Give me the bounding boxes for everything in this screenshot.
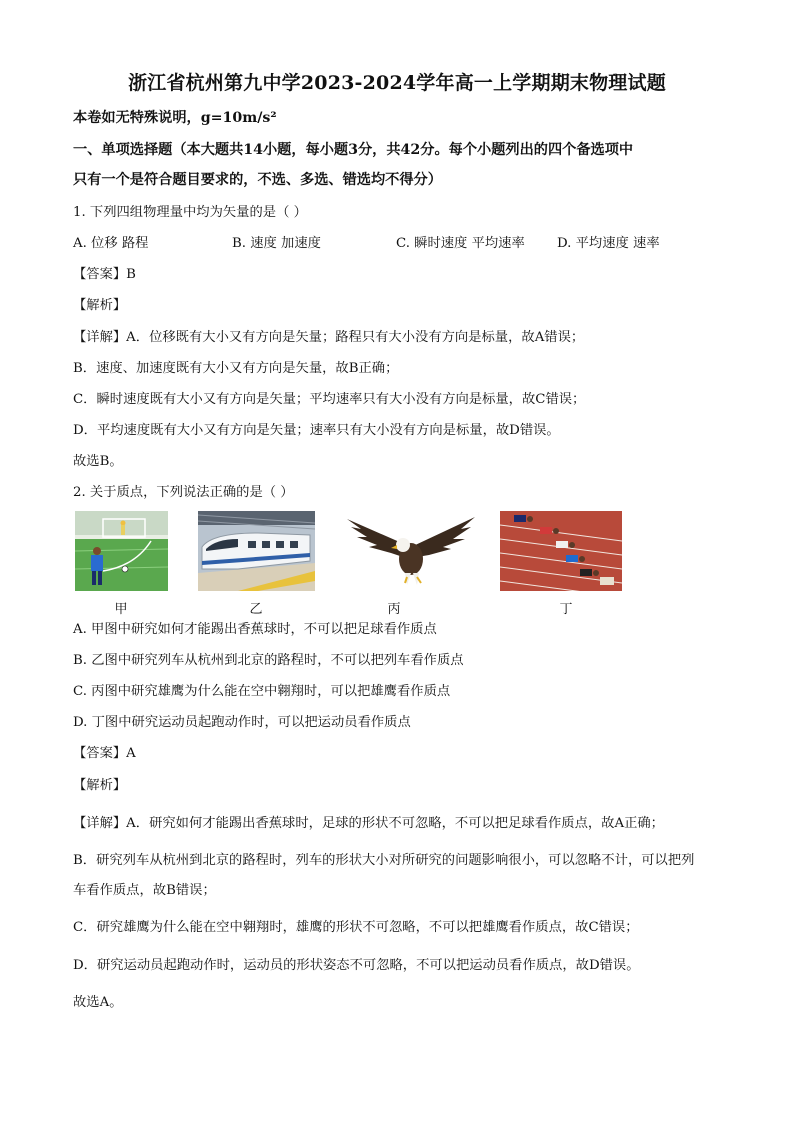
- q2-detail-3: 车看作质点，故B错误；: [73, 883, 216, 898]
- q1-option-a: A. 位移 路程: [73, 236, 149, 251]
- q2-detail-1: 【详解】A．研究如何才能踢出香蕉球时，足球的形状不可忽略，不可以把足球看作质点，故A正确；: [73, 816, 664, 831]
- figure-caption-ding: 丁: [559, 602, 573, 617]
- figure-caption-bing: 丙: [387, 602, 401, 617]
- q1-analysis-label: 【解析】: [73, 298, 127, 313]
- section-heading-line1: 一、单项选择题（本大题共14小题，每小题3分，共42分。每个小题列出的四个备选项中: [73, 142, 634, 158]
- q2-detail-2: B．研究列车从杭州到北京的路程时，列车的形状大小对所研究的问题影响很小，可以忽略不计，可以把列: [73, 853, 695, 868]
- eagle-figure: [347, 515, 475, 590]
- q1-detail-4: D．平均速度既有大小又有方向是矢量；速率只有大小没有方向是标量，故D错误。: [73, 423, 560, 438]
- q1-detail-2: B．速度、加速度既有大小又有方向是矢量，故B正确；: [73, 361, 399, 376]
- soccer-figure: [75, 511, 168, 591]
- q2-stem: 2. 关于质点，下列说法正确的是（ ）: [73, 485, 294, 500]
- q2-detail-4: C．研究雄鹰为什么能在空中翱翔时，雄鹰的形状不可忽略，不可以把雄鹰看作质点，故C错误；: [73, 920, 639, 935]
- q1-option-c: C. 瞬时速度 平均速率: [396, 236, 525, 251]
- q1-option-b: B. 速度 加速度: [232, 236, 321, 251]
- q2-detail-5: D．研究运动员起跑动作时，运动员的形状姿态不可忽略，不可以把运动员看作质点，故D错误。: [73, 958, 640, 973]
- q2-option-c: C. 丙图中研究雄鹰为什么能在空中翱翔时，可以把雄鹰看作质点: [73, 684, 451, 699]
- q2-option-a: A. 甲图中研究如何才能踢出香蕉球时，不可以把足球看作质点: [73, 622, 437, 637]
- q1-conclusion: 故选B。: [73, 454, 123, 469]
- page-title: 浙江省杭州第九中学2023-2024学年高一上学期期末物理试题: [128, 72, 666, 94]
- q1-answer: 【答案】B: [73, 267, 136, 282]
- q1-stem: 1. 下列四组物理量中均为矢量的是（ ）: [73, 205, 307, 220]
- q1-detail-1: 【详解】A．位移既有大小又有方向是矢量；路程只有大小没有方向是标量，故A错误；: [73, 330, 585, 345]
- q2-answer: 【答案】A: [73, 746, 136, 761]
- train-figure: [198, 511, 315, 591]
- q2-option-b: B. 乙图中研究列车从杭州到北京的路程时，不可以把列车看作质点: [73, 653, 464, 668]
- sprinters-figure: [500, 511, 622, 591]
- figure-caption-jia: 甲: [114, 602, 128, 617]
- exam-note: 本卷如无特殊说明，g=10m/s²: [73, 110, 277, 126]
- section-heading-line2: 只有一个是符合题目要求的，不选、多选、错选均不得分）: [73, 172, 442, 188]
- q2-analysis-label: 【解析】: [73, 778, 127, 793]
- q2-option-d: D. 丁图中研究运动员起跑动作时，可以把运动员看作质点: [73, 715, 411, 730]
- q1-option-d: D. 平均速度 速率: [557, 236, 660, 251]
- q1-options: [73, 235, 713, 253]
- figure-caption-yi: 乙: [249, 602, 263, 617]
- q1-detail-3: C．瞬时速度既有大小又有方向是矢量；平均速率只有大小没有方向是标量，故C错误；: [73, 392, 586, 407]
- q2-conclusion: 故选A。: [73, 995, 123, 1010]
